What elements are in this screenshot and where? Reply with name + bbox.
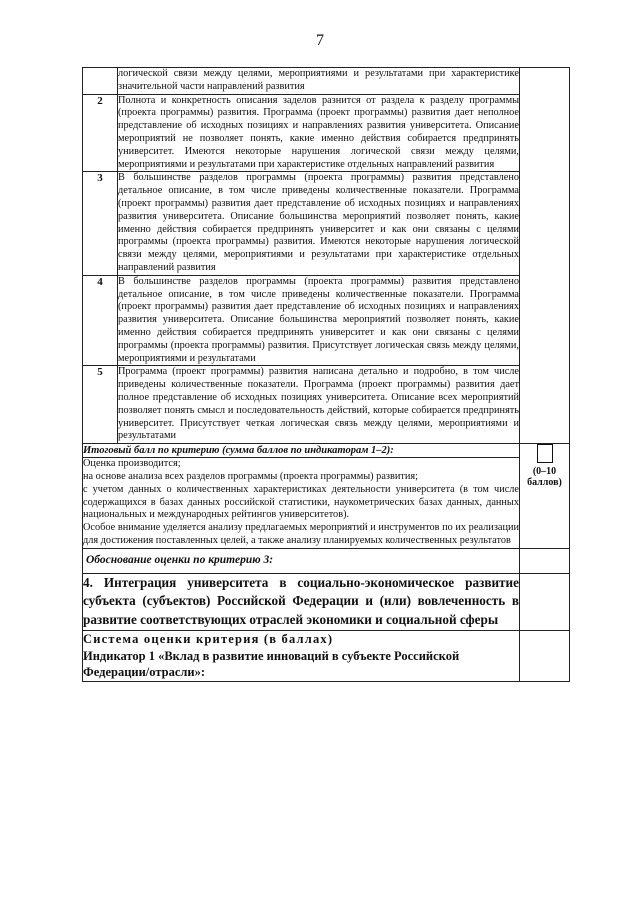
score-input-box[interactable] xyxy=(537,444,553,463)
row-description: логической связи между целями, мероприятиями и результатами при характеристике значительной части направлений развития xyxy=(118,68,520,95)
criteria-table xyxy=(82,67,570,682)
justification-label: Обоснование оценки по критерию 3: xyxy=(83,548,520,573)
table-row xyxy=(83,68,570,95)
basis-line: Особое внимание уделяется анализу предлагаемых мероприятий и инструментов по их реализации для достижения поставленных целей, а также анализу планируемых количественных результатов xyxy=(83,522,519,546)
table-row xyxy=(83,94,570,172)
system-row xyxy=(83,631,570,682)
row-description: Программа (проект программы) развития написана детально и подробно, в том числе приведены количественные показатели. Программа (проект программы) развития дает полное представление об исходных позициях университета. Описание всех мероприятий позволяет понять смысл и последовательность действий, которые собирается предпринять университет. Присутствует четкая логическая связь между целями, мероприятиями и результатами xyxy=(118,366,520,444)
basis-line: на основе анализа всех разделов программы (проекта программы) развития; xyxy=(83,470,418,482)
score-cell xyxy=(520,444,570,549)
justification-blank[interactable] xyxy=(520,548,570,573)
criterion4-row xyxy=(83,573,570,630)
table-row xyxy=(83,275,570,366)
row-description: В большинстве разделов программы (проекта программы) развития представлено детальное описание, в том числе приведены количественные показатели. Программа (проект программы) развития дает представление об исходных позициях и направлениях развития университета. Описание большинства мероприятий позволяет понять, какие именно действия собирается предпринять университет и как они связаны с целями программы (проекта программы) развития. Имеются некоторые нарушения логической связи между целями, мероприятиями и результатами при характеристике отдельных направлений развития xyxy=(118,172,520,275)
score-column-blank xyxy=(520,68,570,444)
justification-row xyxy=(83,548,570,573)
row-number: 5 xyxy=(83,366,118,444)
criterion4-title: 4. Интеграция университета в социально-экономическое развитие субъекта (субъектов) Российской Федерации и (или) вовлеченность в развитие соответствующих отраслей экономики и социальной сферы xyxy=(83,573,520,630)
row-description: В большинстве разделов программы (проекта программы) развития представлено детальное описание, в том числе приведены количественные показатели. Программа (проект программы) развития дает представление об исходных позициях и направлениях развития университета. Описание большинства мероприятий позволяет понять, какие именно действия собирается предпринять университет и как они связаны с целями программы (проекта программы) развития. Присутствует логическая связь между целями, мероприятиями и результатами xyxy=(118,275,520,366)
page-number: 7 xyxy=(316,32,324,49)
system-title: Система оценки критерия (в баллах) xyxy=(83,632,334,647)
system-blank xyxy=(520,631,570,682)
basis-row xyxy=(83,458,570,549)
row-number xyxy=(83,68,118,95)
row-number: 4 xyxy=(83,275,118,366)
row-number: 2 xyxy=(83,94,118,172)
table-row xyxy=(83,366,570,444)
assessment-basis xyxy=(83,458,520,549)
basis-line: Оценка производится; xyxy=(83,458,181,470)
system-cell xyxy=(83,631,520,682)
score-range: (0–10 баллов) xyxy=(527,466,562,489)
basis-line: с учетом данных о количественных характеристиках деятельности университета (в том числе содержащихся в базах данных российской статистики, наукометрических базах данных, данных национальных и международных рейтингов университетов). xyxy=(83,483,519,521)
table-row xyxy=(83,172,570,275)
row-number: 3 xyxy=(83,172,118,275)
total-label: Итоговый балл по критерию (сумма баллов по индикаторам 1–2): xyxy=(83,444,520,458)
total-row xyxy=(83,444,570,458)
row-description: Полнота и конкретность описания заделов разнится от раздела к разделу программы (проекта программы) развития. Программа (проект программы) развития дает неполное представление об исходных позициях и направлениях развития университета. Описание мероприятий не позволяет понять, какие именно действия собирается предпринять университет. Имеются некоторые нарушения логической связи между целями, мероприятиями и результатами при характеристике отдельных направлений развития xyxy=(118,94,520,172)
criterion4-blank xyxy=(520,573,570,630)
indicator1-title: Индикатор 1 «Вклад в развитие инноваций в субъекте Российской Федерации/отрасли»: xyxy=(83,648,460,680)
